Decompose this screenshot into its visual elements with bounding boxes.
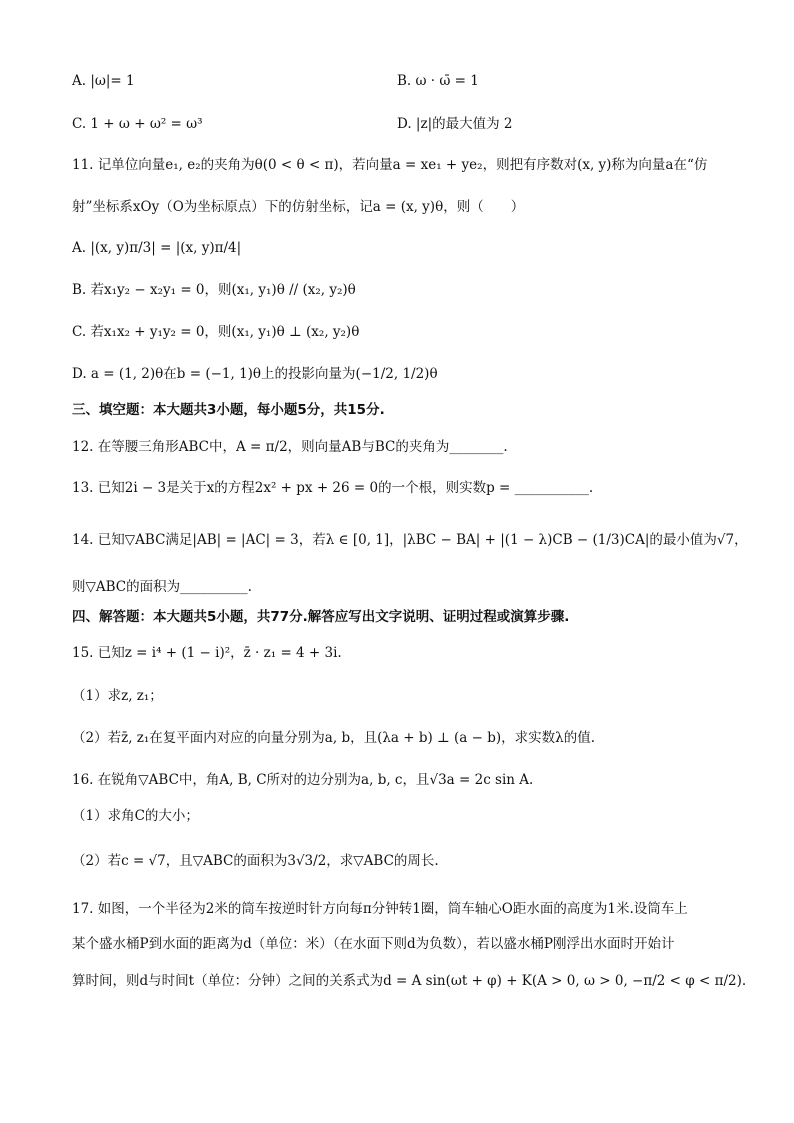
q17-line2: 某个盛水桶P到水面的距离为d（单位：米）（在水面下则d为负数），若以盛水桶P刚浮出水面时开始计: [72, 936, 675, 952]
q11-option-c: C. 若x₁x₂ + y₁y₂ = 0，则(x₁, y₁)θ ⊥ (x₂, y₂)θ: [72, 324, 360, 340]
q11-option-d: D. a = (1, 2)θ在b = (−1, 1)θ上的投影向量为(−1/2, 1/2)θ: [72, 366, 438, 382]
q15-text: 15. 已知z = i⁴ + (1 − i)²，z̄ · z₁ = 4 + 3i.: [72, 645, 342, 661]
q11-option-a: A. |(x, y)π/3| = |(x, y)π/4|: [72, 240, 242, 256]
q17-line1: 17. 如图，一个半径为2米的筒车按逆时针方向每π分钟转1圈，筒车轴心O距水面的高度为1米.设筒车上: [72, 901, 688, 917]
q12-text: 12. 在等腰三角形ABC中，A = π/2，则向量AB与BC的夹角为________.: [72, 439, 508, 455]
q11-stem-line1: 11. 记单位向量e₁, e₂的夹角为θ(0 < θ < π)，若向量a = xe₁ + ye₂，则把有序数对(x, y)称为向量a在“仿: [72, 157, 708, 173]
q16-part2: （2）若c = √7，且▽ABC的面积为3√3/2，求▽ABC的周长.: [72, 853, 439, 869]
section-3-heading: 三、填空题：本大题共3小题，每小题5分，共15分.: [72, 402, 385, 418]
q11-option-b: B. 若x₁y₂ − x₂y₁ = 0，则(x₁, y₁)θ // (x₂, y₂)θ: [72, 282, 356, 298]
q10-option-d: D. |z|的最大值为 2: [397, 116, 513, 132]
q10-option-b: B. ω · ω̄ = 1: [397, 73, 479, 89]
q15-part1: （1）求z, z₁；: [72, 688, 163, 704]
q17-line3: 算时间，则d与时间t（单位：分钟）之间的关系式为d = A sin(ωt + φ) + K(A > 0, ω > 0, −π/2 < φ < π/2).: [72, 973, 747, 989]
q10-option-a: A. |ω|= 1: [72, 73, 135, 89]
q13-text: 13. 已知2i − 3是关于x的方程2x² + px + 26 = 0的一个根，则实数p = ___________.: [72, 480, 594, 496]
q10-option-c: C. 1 + ω + ω² = ω³: [72, 116, 203, 132]
q14-line2: 则▽ABC的面积为__________.: [72, 579, 252, 595]
q11-stem-line2: 射”坐标系xOy（O为坐标原点）下的仿射坐标，记a = (x, y)θ，则（ ）: [72, 199, 525, 215]
q16-part1: （1）求角C的大小；: [72, 808, 199, 824]
section-4-heading: 四、解答题：本大题共5小题，共77分.解答应写出文字说明、证明过程或演算步骤.: [72, 609, 570, 625]
q14-line1: 14. 已知▽ABC满足|AB| = |AC| = 3，若λ ∈ [0, 1]，|λBC − BA| + |(1 − λ)CB − (1/3)CA|的最小值为√7，: [72, 532, 748, 548]
q16-text: 16. 在锐角▽ABC中，角A, B, C所对的边分别为a, b, c，且√3a = 2c sin A.: [72, 772, 534, 788]
q15-part2: （2）若z̄, z₁在复平面内对应的向量分别为a, b，且(λa + b) ⊥ (a − b)，求实数λ的值.: [72, 730, 595, 746]
